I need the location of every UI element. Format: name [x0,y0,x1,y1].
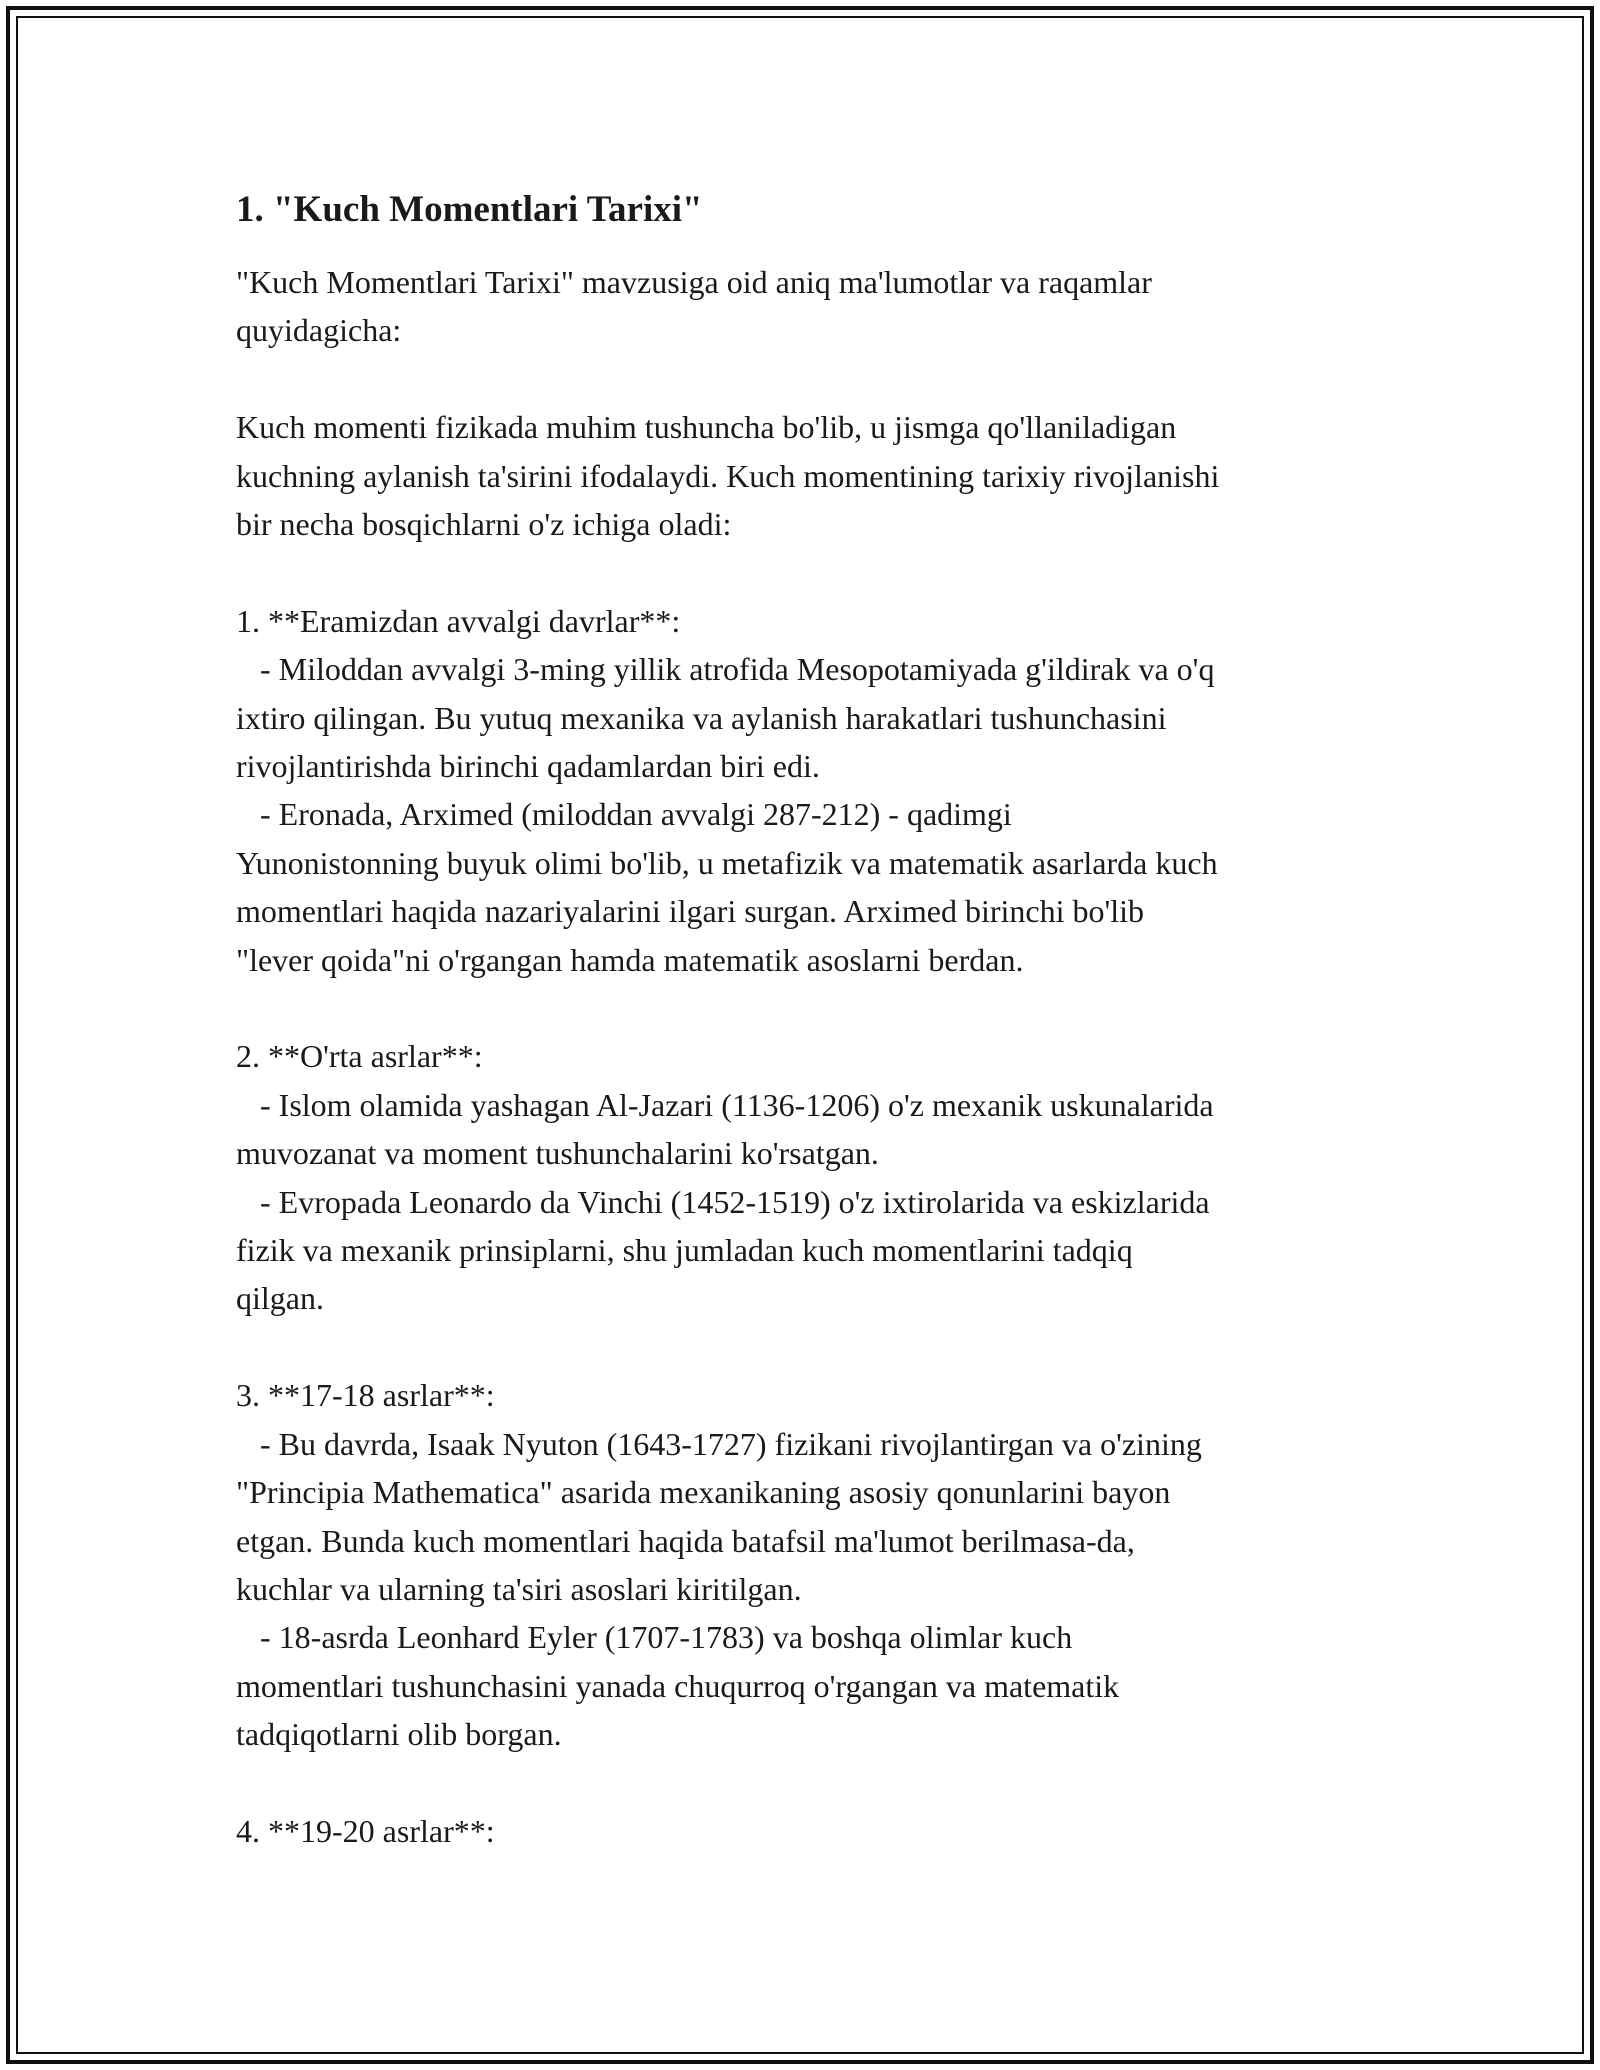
spacer [236,1759,1386,1807]
intro-paragraph: "Kuch Momentlari Tarixi" mavzusiga oid aniq ma'lumotlar va raqamlar quyidagicha: [236,264,1152,349]
document-body [236,186,1386,1855]
section-4 [236,1807,1386,1855]
spacer [236,548,1386,596]
section-heading: 2. **O'rta asrlar**: [236,1038,483,1075]
document-title: 1. "Kuch Momentlari Tarixi" [236,189,703,230]
overview-paragraph: Kuch momenti fizikada muhim tushuncha bo'lib, u jismga qo'llaniladigan kuchning aylanish ta'sirini ifodalaydi. Kuch momentining tarixiy rivojlanishi bir necha bosqichlarni o'z ichiga oladi: [236,409,1220,543]
section-item: - Islom olamida yashagan Al-Jazari (1136-1206) o'z mexanik uskunalarida muvozanat va moment tushunchalarini ko'rsatgan. [236,1086,1214,1172]
spacer [236,984,1386,1032]
section-heading: 3. **17-18 asrlar**: [236,1377,495,1414]
section-2 [236,1032,1386,1322]
section-heading: 4. **19-20 asrlar**: [236,1812,495,1849]
section-item: - Eronada, Arximed (miloddan avvalgi 287-212) - qadimgi Yunonistonning buyuk olimi bo'lib, u metafizik va matematik asarlarda kuch momentlari haqida nazariyalarini ilgari surgan. Arximed birinchi bo'lib "lever qoida"ni o'rgangan hamda matematik asoslarni berdan. [236,796,1218,978]
section-item: - Miloddan avvalgi 3-ming yillik atrofida Mesopotamiyada g'ildirak va o'q ixtiro qilingan. Bu yutuq mexanika va aylanish harakatlari tushunchasini rivojlantirishda birinchi qadamlardan biri edi. [236,651,1215,785]
section-heading: 1. **Eramizdan avvalgi davrlar**: [236,602,681,639]
section-item: - 18-asrda Leonhard Eyler (1707-1783) va boshqa olimlar kuch momentlari tushunchasini yanada chuqurroq o'rgangan va matematik tadqiqotlarni olib borgan. [236,1619,1120,1753]
section-3 [236,1371,1386,1758]
spacer [236,1323,1386,1371]
section-item: - Evropada Leonardo da Vinchi (1452-1519) o'z ixtirolarida va eskizlarida fizik va mexanik prinsiplarni, shu jumladan kuch momentlarini tadqiq qilgan. [236,1183,1210,1317]
spacer [236,355,1386,403]
section-item: - Bu davrda, Isaak Nyuton (1643-1727) fizikani rivojlantirgan va o'zining "Principia Mathematica" asarida mexanikaning asosiy qonunlarini bayon etgan. Bunda kuch momentlari haqida batafsil ma'lumot berilmasa-da, kuchlar va ularning ta'siri asoslari kiritilgan. [236,1425,1202,1607]
section-1 [236,597,1386,984]
